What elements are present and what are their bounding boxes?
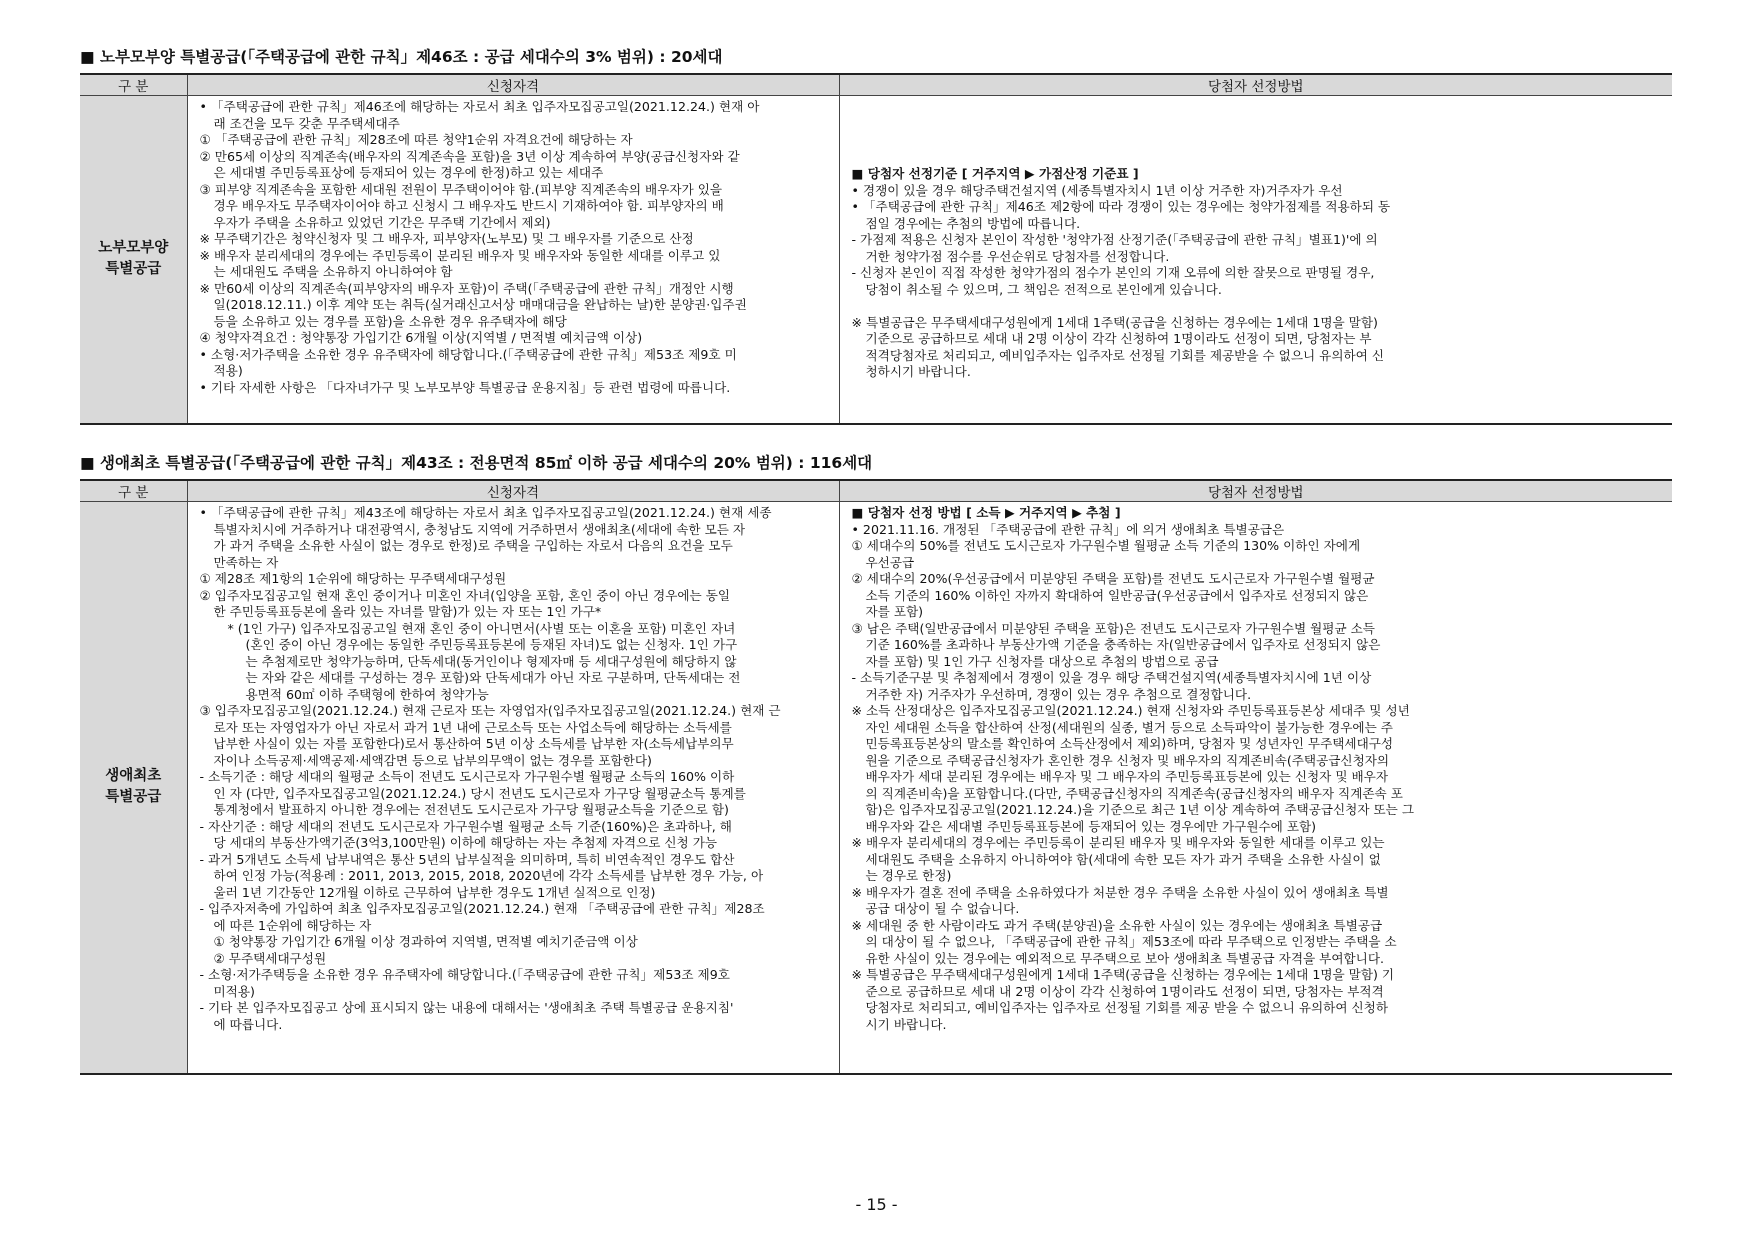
text-line: - 가점제 적용은 신청자 본인이 작성한 '청약가점 산정기준(「주택공급에 관한 규칙」별표1)'에 의 <box>851 232 1378 247</box>
category-line: 생애최초 <box>105 768 162 785</box>
table-header-row <box>80 74 1672 96</box>
text-line: 기준으로 공급하므로 세대 내 2명 이상이 각각 신청하여 1명이라도 선정이 되면, 당첨자는 부 <box>865 331 1372 346</box>
text-line: 가 과거 주택을 소유한 사실이 없는 경우로 한정)로 주택을 구입하는 자로서 다음의 요건을 모두 <box>213 538 733 553</box>
text-line: * (1인 가구) 입주자모집공고일 현재 혼인 중이 아니면서(사별 또는 이혼을 포함) 미혼인 자녀 <box>227 620 736 636</box>
first-time-buyer-table <box>80 479 1672 1075</box>
text-line: 는 자와 같은 세대를 구성하는 경우 포함)와 단독세대가 아닌 자로 구분하며, 단독세대는 전 <box>245 670 741 685</box>
selection-cell <box>839 96 1672 424</box>
text-line: • 기타 자세한 사항은 「다자녀가구 및 노부모부양 특별공급 운용지침」등 관련 법령에 따릅니다. <box>199 379 731 395</box>
text-line: 소득 기준의 160% 이하인 자까지 확대하여 일반공급(우선공급에서 입주자로 선정되지 않은 <box>865 587 1369 603</box>
text-line: ③ 피부양 직계존속을 포함한 세대원 전원이 무주택이어야 함.(피부양 직계존속의 배우자가 있을 <box>199 181 723 197</box>
selection-cell <box>839 502 1672 1074</box>
table-header-row <box>80 480 1672 502</box>
text-line: 울러 1년 기간동안 12개월 이하로 근무하여 납부한 경우도 1개년 실적으로 인정) <box>213 884 656 900</box>
text-line: 는 추첨제로만 청약가능하며, 단독세대(동거인이나 형제자매 등 세대구성원에 해당하지 않 <box>245 653 737 669</box>
text-line: ※ 배우자가 결혼 전에 주택을 소유하였다가 처분한 경우 주택을 소유한 사실이 있어 생애최초 특별 <box>851 884 1389 900</box>
text-line: - 기타 본 입주자모집공고 상에 표시되지 않는 내용에 대해서는 '생애최초 주택 특별공급 운용지침' <box>199 1000 734 1015</box>
text-line: 거주한 자) 거주자가 우선하며, 경쟁이 있는 경우 추첨으로 결정합니다. <box>865 686 1252 702</box>
text-line: 래 조건을 모두 갖춘 무주택세대주 <box>213 115 400 131</box>
text-line: - 소득기준구분 및 추첨제에서 경쟁이 있을 경우 해당 주택건설지역(세종특별자치시에 1년 이상 <box>851 670 1372 685</box>
text-line: 청하시기 바랍니다. <box>865 364 971 379</box>
text-line: 하여 인정 가능(적용례 : 2011, 2013, 2015, 2018, 2020년에 각각 소득세를 납부한 경우 가능, 아 <box>213 868 764 883</box>
text-line: 일(2018.12.11.) 이후 계약 또는 취득(실거래신고서상 매매대금을 완납하는 날)한 분양권·입주권 <box>213 297 747 312</box>
text-line: 배우자와 같은 세대별 주민등록표등본에 등재되어 있는 경우에만 가구원수에 포함) <box>865 818 1317 834</box>
text-line: 만족하는 자 <box>213 554 279 570</box>
text-line: 적격당첨자로 처리되고, 예비입주자는 입주자로 선정될 기회를 제공받을 수 없으니 유의하여 신 <box>865 347 1384 363</box>
text-line: ② 입주자모집공고일 현재 혼인 중이거나 미혼인 자녀(입양을 포함, 혼인 중이 아닌 경우에는 동일 <box>199 587 731 603</box>
qualification-cell <box>187 96 839 424</box>
text-line: 당첨이 취소될 수 있으며, 그 책임은 전적으로 본인에게 있습니다. <box>865 281 1222 297</box>
text-line: ① 제28조 제1항의 1순위에 해당하는 무주택세대구성원 <box>199 571 507 586</box>
text-line: - 소형·저가주택등을 소유한 경우 유주택자에 해당합니다.(「주택공급에 관한 규칙」제53조 제9호 <box>199 967 730 982</box>
category-cell <box>80 502 187 1074</box>
text-line: 적용) <box>213 363 243 378</box>
text-line: 배우자가 세대 분리된 경우에는 배우자 및 그 배우자의 주민등록표등본에 있는 신청자 및 배우자 <box>865 769 1388 784</box>
text-line: 용면적 60㎡ 이하 주택형에 한하여 청약가능 <box>245 686 489 702</box>
text-line: 기준 160%를 초과하나 부동산가액 기준을 충족하는 자(일반공급에서 입주자로 선정되지 않은 <box>865 637 1381 652</box>
text-line: • 「주택공급에 관한 규칙」제43조에 해당하는 자로서 최초 입주자모집공고일(2021.12.24.) 현재 세종 <box>199 505 772 520</box>
text-line <box>852 298 1663 315</box>
text-line: ② 무주택세대구성원 <box>213 950 327 966</box>
text-line: • 2021.11.16. 개정된 「주택공급에 관한 규칙」에 의거 생애최초 특별공급은 <box>851 521 1285 537</box>
text-line: 점일 경우에는 추첨의 방법에 따릅니다. <box>865 215 1081 231</box>
header-category: 구 분 <box>80 74 187 96</box>
text-line: 는 세대원도 주택을 소유하지 아니하여야 함 <box>213 264 453 279</box>
text-line: - 소득기준 : 해당 세대의 월평균 소득이 전년도 도시근로자 가구원수별 월평균 소득의 160% 이하 <box>199 769 735 784</box>
text-line: 준으로 공급하므로 세대 내 2명 이상이 각각 신청하여 1명이라도 선정이 되면, 당첨자는 부적격 <box>865 983 1384 999</box>
header-selection: 당첨자 선정방법 <box>839 480 1672 502</box>
text-line: - 과거 5개년도 소득세 납부내역은 통산 5년의 납부실적을 의미하며, 특히 비연속적인 경우도 합산 <box>199 851 735 867</box>
header-category: 구 분 <box>80 480 187 502</box>
text-line: 등을 소유하고 있는 경우를 포함)을 소유한 경우 유주택자에 해당 <box>213 313 567 329</box>
text-line: ① 세대수의 50%를 전년도 도시근로자 가구원수별 월평균 소득 기준의 130% 이하인 자에게 <box>851 538 1361 553</box>
text-line: ※ 배우자 분리세대의 경우에는 주민등록이 분리된 배우자 및 배우자와 동일한 세대를 이루고 있 <box>199 247 721 263</box>
text-line: ※ 만60세 이상의 직계존속(피부양자의 배우자 포함)이 주택(「주택공급에 관한 규칙」개정안 시행 <box>199 280 734 296</box>
text-line: ※ 소득 산정대상은 입주자모집공고일(2021.12.24.) 현재 신청자와 주민등록표등본상 세대주 및 성년 <box>851 703 1410 718</box>
text-line: 시기 바랍니다. <box>865 1016 947 1032</box>
text-line: - 신청자 본인이 직접 작성한 청약가점의 점수가 본인의 기재 오류에 의한 잘못으로 판명될 경우, <box>851 265 1375 280</box>
text-line: 당 세대의 부동산가액기준(3억3,100만원) 이하에 해당하는 자는 추첨제 자격으로 신청 가능 <box>213 835 718 850</box>
category-line: 특별공급 <box>105 261 162 278</box>
text-line: ② 세대수의 20%(우선공급에서 미분양된 주택을 포함)를 전년도 도시근로자 가구원수별 월평균 <box>851 571 1375 586</box>
text-line: • 경쟁이 있을 경우 해당주택건설지역 (세종특별자치시 1년 이상 거주한 자)거주자가 우선 <box>851 182 1343 198</box>
text-line: 거한 청약가점 점수를 우선순위로 당첨자를 선정합니다. <box>865 248 1170 264</box>
text-line: ※ 특별공급은 무주택세대구성원에게 1세대 1주택(공급을 신청하는 경우에는 1세대 1명을 말함) 기 <box>851 967 1395 982</box>
header-selection: 당첨자 선정방법 <box>839 74 1672 96</box>
text-line: 인 자 (다만, 입주자모집공고일(2021.12.24.) 당시 전년도 도시근로자 가구당 월평균소득 통계를 <box>213 785 746 801</box>
text-line: ③ 남은 주택(일반공급에서 미분양된 주택을 포함)은 전년도 도시근로자 가구원수별 월평균 소득 <box>851 620 1375 636</box>
text-line: ④ 청약자격요건 : 청약통장 가입기간 6개월 이상(지역별 / 면적별 예치금액 이상) <box>199 330 643 345</box>
category-line: 특별공급 <box>105 789 162 806</box>
text-line: 함)은 입주자모집공고일(2021.12.24.)을 기준으로 최근 1년 이상 계속하여 주택공급신청자 또는 그 <box>865 802 1415 817</box>
qualification-cell <box>187 502 839 1074</box>
text-line: (혼인 중이 아닌 경우에는 동일한 주민등록표등본에 등재된 자녀)도 없는 신청자. 1인 가구 <box>245 637 738 652</box>
text-line: 세대원도 주택을 소유하지 아니하여야 함(세대에 속한 모든 자가 과거 주택을 소유한 사실이 없 <box>865 851 1381 867</box>
category-line: 노부모부양 <box>98 240 169 257</box>
criteria-heading: ■ 당첨자 선정기준 [ 거주지역 ▶ 가점산정 기준표 ] <box>851 166 1139 181</box>
text-line: 공급 대상이 될 수 없습니다. <box>865 901 1020 916</box>
text-line: ※ 특별공급은 무주택세대구성원에게 1세대 1주택(공급을 신청하는 경우에는 1세대 1명을 말함) <box>851 314 1378 330</box>
text-line: ① 「주택공급에 관한 규칙」제28조에 따른 청약1순위 자격요건에 해당하는 자 <box>199 132 633 147</box>
text-line: 의 대상이 될 수 없으나, 「주택공급에 관한 규칙」제53조에 따라 무주택으로 인정받는 주택을 소 <box>865 934 1397 949</box>
text-line: - 자산기준 : 해당 세대의 전년도 도시근로자 가구원수별 월평균 소득 기준(160%)은 초과하나, 해 <box>199 818 732 834</box>
section-title-elderly-support: ■ 노부모부양 특별공급(「주택공급에 관한 규칙」제46조 : 공급 세대수의 3% 범위) : 20세대 <box>80 48 723 66</box>
text-line: 원을 기준으로 주택공급신청자가 혼인한 경우 신청자 및 배우자의 직계존비속(주택공급신청자의 <box>865 752 1390 768</box>
text-line: 우자가 주택을 소유하고 있었던 기간은 무주택 기간에서 제외) <box>213 214 551 230</box>
text-line: 통계청에서 발표하지 아니한 경우에는 전전년도 도시근로자 가구당 월평균소득을 기준으로 함) <box>213 802 729 817</box>
text-line: ※ 배우자 분리세대의 경우에는 주민등록이 분리된 배우자 및 배우자와 동일한 세대를 이루고 있는 <box>851 835 1385 850</box>
text-line: 당첨자로 처리되고, 예비입주자는 입주자로 선정될 기회를 제공 받을 수 없으니 유의하여 신청하 <box>865 1000 1388 1015</box>
text-line: 경우 배우자도 무주택자이어야 하고 신청시 그 배우자도 반드시 기재하여야 함. 피부양자의 배 <box>213 198 724 213</box>
elderly-support-table <box>80 73 1672 425</box>
text-line: ② 만65세 이상의 직계존속(배우자의 직계존속을 포함)을 3년 이상 계속하여 부양(공급신청자와 같 <box>199 148 740 164</box>
page-number: - 15 - <box>855 1195 898 1214</box>
criteria-heading: ■ 당첨자 선정 방법 [ 소득 ▶ 거주지역 ▶ 추첨 ] <box>851 505 1121 520</box>
text-line: 자인 세대원 소득을 합산하여 산정(세대원의 실종, 별거 등으로 소득파악이 불가능한 경우에는 주 <box>865 719 1393 735</box>
text-line: • 소형·저가주택을 소유한 경우 유주택자에 해당합니다.(「주택공급에 관한 규칙」제53조 제9호 미 <box>199 346 737 362</box>
text-line: ※ 세대원 중 한 사람이라도 과거 주택(분양권)을 소유한 사실이 있는 경우에는 생애최초 특별공급 <box>851 917 1383 933</box>
header-qualification: 신청자격 <box>187 480 839 502</box>
text-line: 는 경우로 한정) <box>865 868 952 883</box>
text-line: 민등록표등본상의 말소를 확인하여 소득산정에서 제외)하며, 당첨자 및 성년자인 무주택세대구성 <box>865 736 1394 751</box>
text-line: 특별자치시에 거주하거나 대전광역시, 충청남도 지역에 거주하면서 생애최초(세대에 속한 모든 자 <box>213 521 746 537</box>
text-line: 은 세대별 주민등록표상에 등재되어 있는 경우에 한정)하고 있는 세대주 <box>213 165 604 180</box>
header-qualification: 신청자격 <box>187 74 839 96</box>
text-line: 미적용) <box>213 983 255 999</box>
text-line: 의 직계존비속)을 포함합니다.(다만, 주택공급신청자의 직계존속(공급신청자의 배우자 직계존속 포 <box>865 785 1403 801</box>
text-line: 로자 또는 자영업자가 아닌 자로서 과거 1년 내에 근로소득 또는 사업소득에 해당하는 소득세를 <box>213 719 732 735</box>
text-line: 유한 사실이 있는 경우에는 예외적으로 무주택으로 보아 생애최초 특별공급 자격을 부여합니다. <box>865 950 1384 966</box>
table-row <box>80 502 1672 1074</box>
text-line: 자이나 소득공제·세액공제·세액감면 등으로 납부의무액이 없는 경우를 포함한다) <box>213 752 652 768</box>
text-line: ③ 입주자모집공고일(2021.12.24.) 현재 근로자 또는 자영업자(입주자모집공고일(2021.12.24.) 현재 근 <box>199 703 781 718</box>
text-line: 에 따른 1순위에 해당하는 자 <box>213 917 372 933</box>
text-line: • 「주택공급에 관한 규칙」제46조에 해당하는 자로서 최초 입주자모집공고일(2021.12.24.) 현재 아 <box>199 99 760 114</box>
text-line: 납부한 사실이 있는 자를 포함한다)로서 통산하여 5년 이상 소득세를 납부한 자(소득세납부의무 <box>213 736 734 751</box>
text-line: 우선공급 <box>865 554 915 570</box>
section-title-first-time-buyer: ■ 생애최초 특별공급(「주택공급에 관한 규칙」제43조 : 전용면적 85㎡ 이하 공급 세대수의 20% 범위) : 116세대 <box>80 454 873 472</box>
text-line: - 입주자저축에 가입하여 최초 입주자모집공고일(2021.12.24.) 현재 「주택공급에 관한 규칙」제28조 <box>199 901 765 916</box>
text-line: • 「주택공급에 관한 규칙」제46조 제2항에 따라 경쟁이 있는 경우에는 청약가점제를 적용하되 동 <box>851 199 1391 214</box>
text-line: 자를 포함) <box>865 604 924 619</box>
text-line: ① 청약통장 가입기간 6개월 이상 경과하여 지역별, 면적별 예치기준금액 이상 <box>213 934 638 949</box>
text-line: 한 주민등록표등본에 올라 있는 자녀를 말함)가 있는 자 또는 1인 가구* <box>213 604 602 619</box>
text-line: ※ 무주택기간은 청약신청자 및 그 배우자, 피부양자(노부모) 및 그 배우자를 기준으로 산정 <box>199 231 694 246</box>
category-cell <box>80 96 187 424</box>
text-line: 에 따릅니다. <box>213 1016 283 1032</box>
table-row <box>80 96 1672 424</box>
text-line: 자를 포함) 및 1인 가구 신청자를 대상으로 추첨의 방법으로 공급 <box>865 653 1219 669</box>
